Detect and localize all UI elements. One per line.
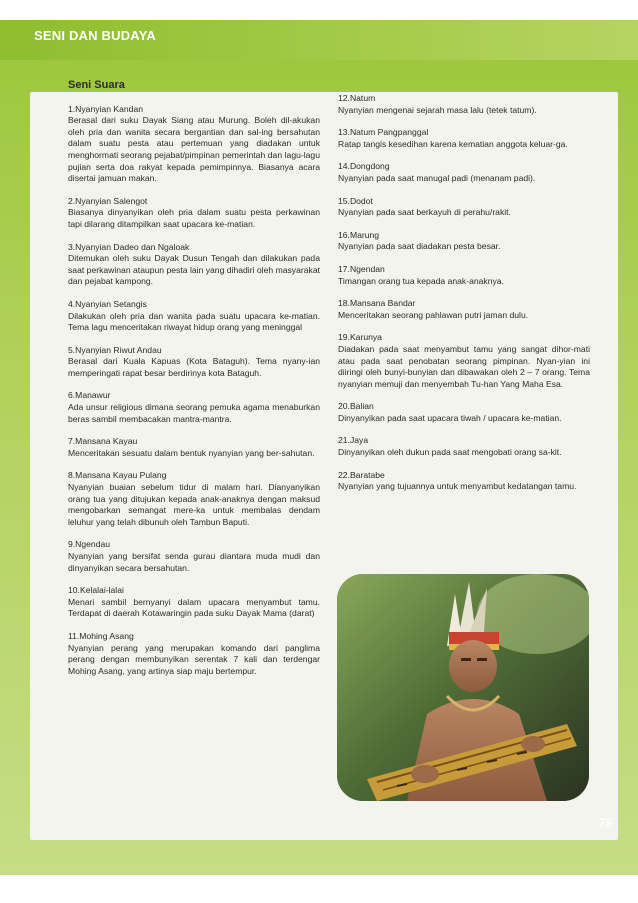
song-title: 18.Mansana Bandar (338, 298, 416, 309)
song-title: 10.Kelalai-lalai (68, 585, 124, 596)
left-column (68, 80, 320, 688)
song-description: Ada unsur religious dimana seorang pemuka agama menaburkan beras sambil membacakan mantra-mantra. (68, 402, 320, 424)
song-title: 20.Balian (338, 401, 374, 412)
song-title: 13.Natum Pangpanggal (338, 127, 429, 138)
song-title: 16.Marung (338, 229, 380, 240)
song-entry (338, 230, 590, 253)
song-title: 14.Dongdong (338, 161, 390, 172)
song-entry (68, 390, 320, 425)
song-entry (68, 436, 320, 459)
song-title: 15.Dodot (338, 195, 373, 206)
header-band (0, 20, 638, 60)
song-description: Berasal dari suku Dayak Siang atau Murung. Boleh dil-akukan oleh pria dan wanita secara bergantian dan sal-ing bersahutan dalam suatu pesta atau pertemuan yang diadakan untuk menghormati seorang pejabat/pimpinan pemerintah dan lagu-lagu pujian serta doa rakyat kepada pemimpinnya. Biasanya acara disertai jamuan makan. (68, 115, 320, 184)
song-entry (68, 299, 320, 334)
song-entry (338, 435, 590, 458)
song-description: Menceritakan sesuatu dalam bentuk nyanyian yang ber-sahutan. (68, 447, 315, 458)
song-entry (338, 127, 590, 150)
song-entry (338, 401, 590, 424)
song-title: 11.Mohing Asang (68, 630, 134, 641)
photo-illustration (337, 574, 589, 801)
song-entry (68, 242, 320, 288)
song-title: 19.Karunya (338, 332, 382, 343)
song-title: 8.Mansana Kayau Pulang (68, 470, 167, 481)
song-title: 2.Nyanyian Salengot (68, 195, 148, 206)
page-number: 75 (598, 816, 612, 830)
song-description: Diadakan pada saat menyambut tamu yang sangat dihor-mati atau pada saat penobatan seorang pimpinan. Nyan-yian ini diiringi oleh bunyi-bunyian dan dibawakan oleh 2 – 7 orang. Tema nyanyian memuji dan menyembah Tu-han Yang Maha Esa. (338, 343, 590, 389)
song-entry (338, 470, 590, 493)
song-description: Nyanyian pada saat berkayuh di perahu/rakit. (338, 207, 511, 218)
song-entry (68, 470, 320, 528)
column-title: Seni Suara (68, 79, 125, 91)
song-description: Dilakukan oleh pria dan wanita pada suatu upacara ke-matian. Tema lagu menceritakan riwayat hidup orang yang meninggal (68, 310, 320, 333)
song-entry (68, 196, 320, 231)
song-entry (68, 104, 320, 185)
song-description: Nyanyian pada saat manugal padi (menanam padi). (338, 172, 536, 183)
song-description: Nyanyian perang yang merupakan komando dari panglima perang dengan membunyikan serentak 7 kali dan terdengar Mohing Asang, yang artinya siap maju bertempur. (68, 642, 320, 676)
song-description: Nyanyian mengenai sejarah masa lalu (tetek tatum). (338, 104, 537, 115)
song-title: 22.Baratabe (338, 469, 385, 480)
song-description: Nyanyian yang bersifat senda gurau diantara muda mudi dan dinyanyikan secara bersahutan. (68, 551, 320, 573)
song-description: Nyanyian buaian sebelum tidur di malam hari. Dianyanyikan orang tua yang ditujukan kepada anak-anaknya dengan maksud mengobarkan semangat mere-ka untuk membalas dendam leluhur yang telah dibunuh oleh Tambun Baputi. (68, 482, 320, 527)
song-title: 4.Nyanyian Setangis (68, 298, 147, 309)
song-title: 3.Nyanyian Dadeo dan Ngaloak (68, 241, 190, 252)
song-description: Dinyanyikan oleh dukun pada saat mengobati orang sa-kit. (338, 447, 562, 458)
song-description: Nyanyian yang tujuannya untuk menyambut kedatangan tamu. (338, 481, 577, 492)
song-title: 7.Mansana Kayau (68, 436, 138, 447)
song-description: Biasanya dinyanyikan oleh pria dalam suatu pesta perkawinan tapi dilarang ditampilkan saat upacara ke-matian. (68, 207, 320, 229)
song-entry (68, 345, 320, 380)
song-entry (338, 264, 590, 287)
song-description: Menari sambil bernyanyi dalam upacara menyambut tamu. Terdapat di daerah Kotawaringin pada suku Dayak Mama (darat) (68, 596, 320, 619)
song-entry (68, 631, 320, 677)
song-entry (68, 585, 320, 620)
section-title: SENI DAN BUDAYA (34, 28, 156, 43)
song-title: 9.Ngendau (68, 539, 111, 550)
song-title: 6.Manawur (68, 390, 111, 401)
song-description: Menceritakan seorang pahlawan putri jaman dulu. (338, 309, 529, 320)
song-entry (338, 332, 590, 390)
song-description: Ratap tangis kesedihan karena kematian anggota keluar-ga. (338, 138, 568, 149)
song-title: 17.Ngendan (338, 263, 385, 274)
right-column (338, 93, 590, 504)
song-title: 1.Nyanyian Kandan (68, 103, 144, 114)
song-entry (338, 298, 590, 321)
song-title: 12.Natum (338, 93, 376, 103)
song-entry (68, 539, 320, 574)
song-entry (338, 196, 590, 219)
song-description: Timangan orang tua kepada anak-anaknya. (338, 275, 504, 286)
song-description: Ditemukan oleh suku Dayak Dusun Tengah dan dilakukan pada saat perkawinan ataupun pesta lain yang dihadiri oleh masyarakat dan pejabat kampong. (68, 253, 320, 287)
dayak-musician-photo (337, 574, 589, 801)
song-title: 5.Nyanyian Riwut Andau (68, 344, 162, 355)
song-description: Dinyanyikan pada saat upacara tiwah / upacara ke-matian. (338, 412, 562, 423)
song-entry (338, 161, 590, 184)
song-title: 21.Jaya (338, 435, 369, 446)
song-entry (338, 93, 590, 116)
song-description: Nyanyian pada saat diadakan pesta besar. (338, 241, 501, 252)
song-description: Berasal dari Kuala Kapuas (Kota Bataguh). Tema nyany-ian memperingati rapat besar berdirinya kota Bataguh. (68, 356, 320, 378)
